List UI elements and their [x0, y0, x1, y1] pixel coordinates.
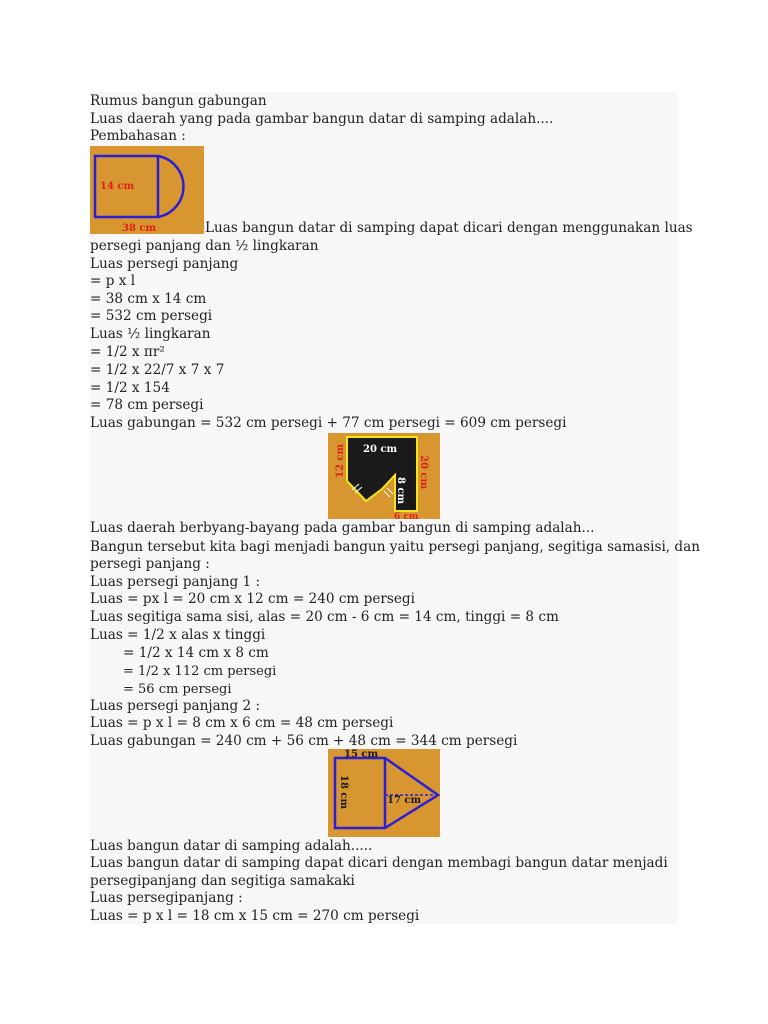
text-line: Rumus bangun gabungan [90, 93, 267, 109]
text-line: Luas ½ lingkaran [90, 326, 211, 342]
inner-label: 8 cm [395, 477, 406, 505]
text-line: Luas segitiga sama sisi, alas = 20 cm - 6 cm = 14 cm, tinggi = 8 cm [90, 609, 559, 625]
text-line: Luas persegi panjang 1 : [90, 574, 261, 590]
text-line: = 1/2 x πr² [90, 344, 165, 360]
text-line: Luas persegipanjang : [90, 890, 243, 906]
text-line: Luas bangun datar di samping dapat dicari dengan membagi bangun datar menjadi [90, 855, 668, 871]
text-line: = 1/2 x 14 cm x 8 cm [123, 645, 269, 661]
text-line: Luas = 1/2 x alas x tinggi [90, 627, 266, 643]
text-line: = 78 cm persegi [90, 397, 204, 413]
figure-rectangle-semicircle [90, 146, 204, 234]
text-line: Luas gabungan = 532 cm persegi + 77 cm persegi = 609 cm persegi [90, 415, 567, 431]
text-line: = 1/2 x 112 cm persegi [123, 664, 277, 679]
text-line: Luas = p x l = 18 cm x 15 cm = 270 cm persegi [90, 908, 420, 924]
text-line: Luas persegi panjang 2 : [90, 698, 261, 714]
text-line: Luas gabungan = 240 cm + 56 cm + 48 cm = 344 cm persegi [90, 733, 518, 749]
text-line: = 532 cm persegi [90, 308, 213, 324]
text-line: = 56 cm persegi [123, 682, 232, 697]
text-line: = 1/2 x 154 [90, 380, 170, 396]
text-line: Luas persegi panjang [90, 256, 239, 272]
text-line: = 38 cm x 14 cm [90, 291, 207, 307]
text-line: persegi panjang dan ½ lingkaran [90, 238, 319, 254]
text-line: = 1/2 x 22/7 x 7 x 7 [90, 362, 225, 378]
text-line: persegi panjang : [90, 556, 210, 572]
text-line: Luas = px l = 20 cm x 12 cm = 240 cm persegi [90, 591, 415, 607]
height-label: 14 cm [100, 181, 135, 192]
width-label: 38 cm [122, 223, 157, 234]
figure-shaded-composite [328, 433, 440, 519]
text-line: persegipanjang dan segitiga samakaki [90, 873, 355, 889]
top-label: 15 cm [344, 749, 379, 760]
text-line: Luas bangun datar di samping adalah..... [90, 838, 373, 854]
text-line: Luas daerah yang pada gambar bangun datar di samping adalah.... [90, 111, 554, 127]
text-line: Luas = p x l = 8 cm x 6 cm = 48 cm persegi [90, 715, 394, 731]
top-label: 20 cm [363, 444, 398, 455]
text-line: = p x l [90, 273, 136, 289]
text-line: Pembahasan : [90, 128, 186, 144]
text-line: Bangun tersebut kita bagi menjadi bangun yaitu persegi panjang, segitiga samasisi, dan [90, 539, 700, 555]
inner-label: 17 cm [387, 795, 422, 806]
bottom-label: 6 cm [394, 512, 419, 519]
text-line: Luas bangun datar di samping dapat dicari dengan menggunakan luas [205, 220, 693, 236]
text-line: Luas daerah berbyang-bayang pada gambar bangun di samping adalah... [90, 520, 595, 536]
right-label: 20 cm [418, 455, 429, 490]
left-label: 12 cm [335, 443, 346, 478]
left-label: 18 cm [338, 775, 349, 810]
figure-rectangle-triangle [328, 749, 440, 837]
